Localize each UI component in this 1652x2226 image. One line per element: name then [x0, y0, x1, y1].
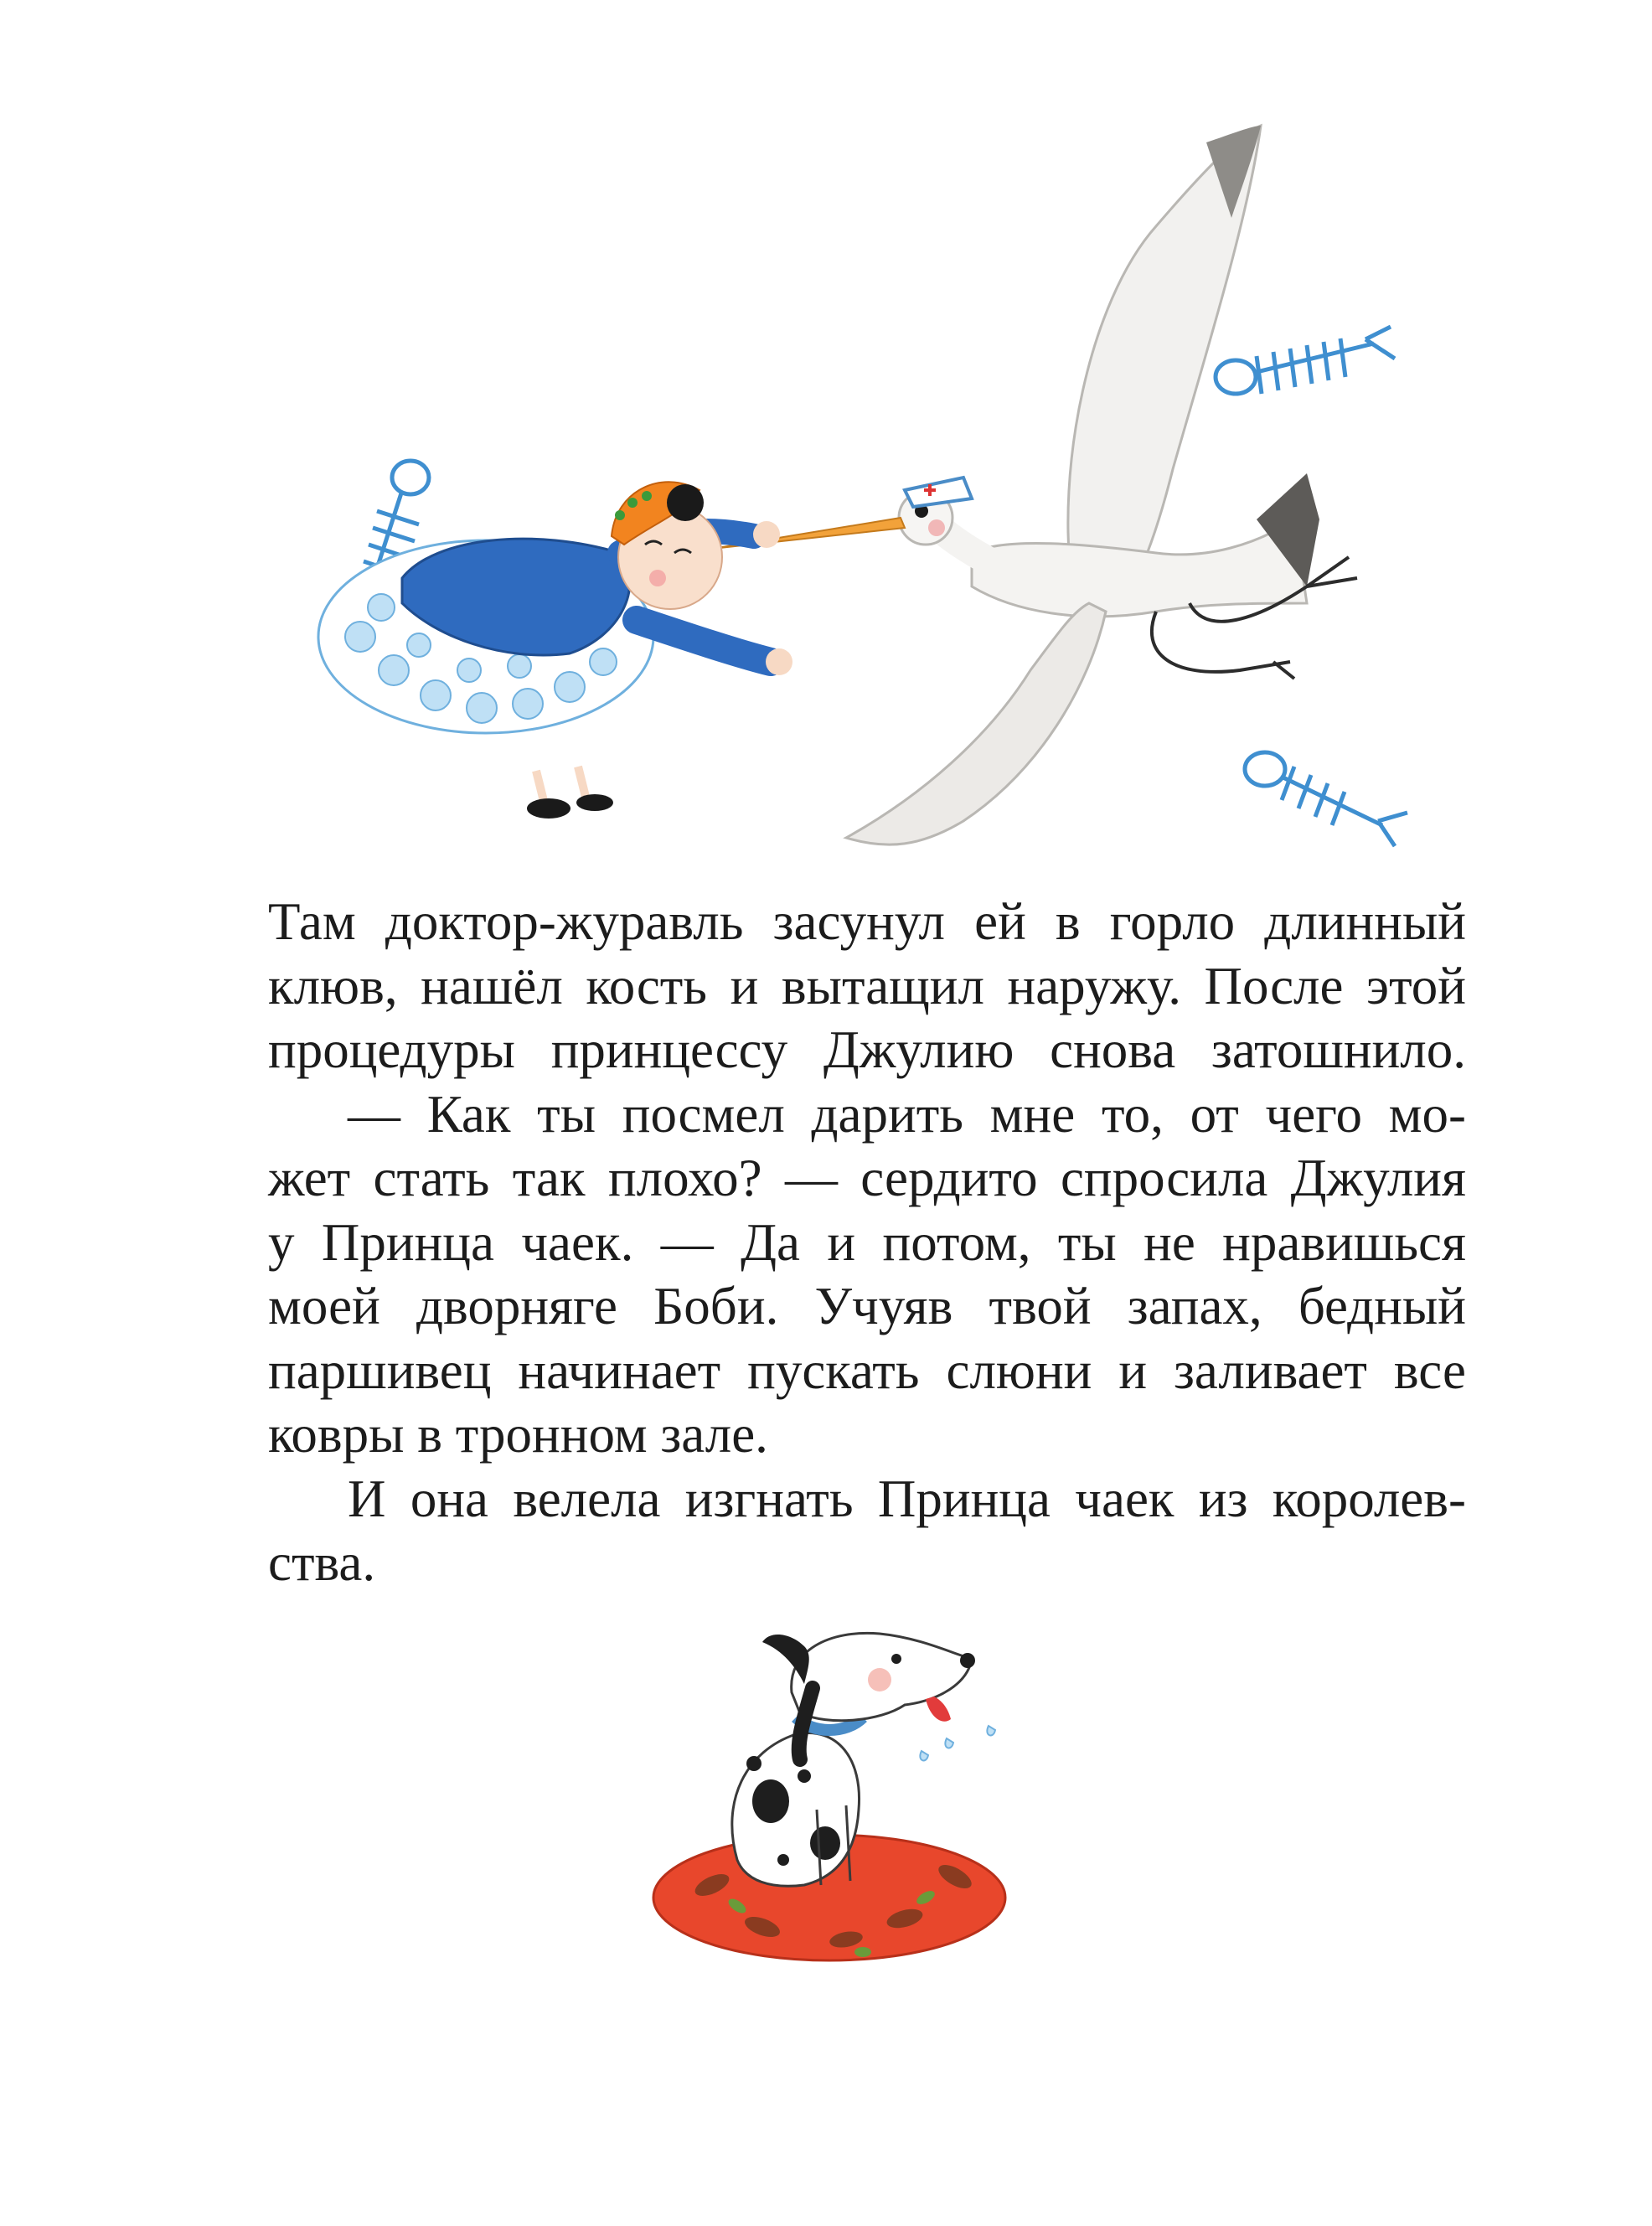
drooling-dog-illustration — [637, 1609, 1089, 1977]
story-line: И она велела изгнать Принца чаек из королев- — [348, 1469, 1466, 1528]
story-line: ковры в тронном зале. — [268, 1405, 768, 1464]
drool-icon — [920, 1726, 995, 1760]
story-line: моей дворняге Боби. Учуяв твой запах, бедный — [268, 1277, 1466, 1335]
story-line: Там доктор-журавль засунул ей в горло длинный — [268, 892, 1466, 951]
crane-wing — [846, 603, 1106, 844]
story-line: у Принца чаек. — Да и потом, ты не нравишься — [268, 1212, 1466, 1272]
story-line: ства. — [268, 1533, 376, 1592]
story-line: паршивец начинает пускать слюни и заливает все — [268, 1340, 1466, 1400]
fish-bone-icon — [1216, 327, 1395, 394]
crane-pulling-bone-illustration — [0, 0, 1652, 888]
story-line: — Как ты посмел дарить мне то, от чего мо- — [348, 1084, 1466, 1144]
story-line: процедуры принцессу Джулию снова затошнило. — [268, 1020, 1466, 1079]
story-line: клюв, нашёл кость и вытащил наружу. После этой — [268, 956, 1466, 1015]
story-line: жет стать так плохо? — сердито спросила Джулия — [268, 1149, 1466, 1207]
fish-bone-icon — [1245, 752, 1407, 846]
story-text — [268, 890, 1466, 1595]
